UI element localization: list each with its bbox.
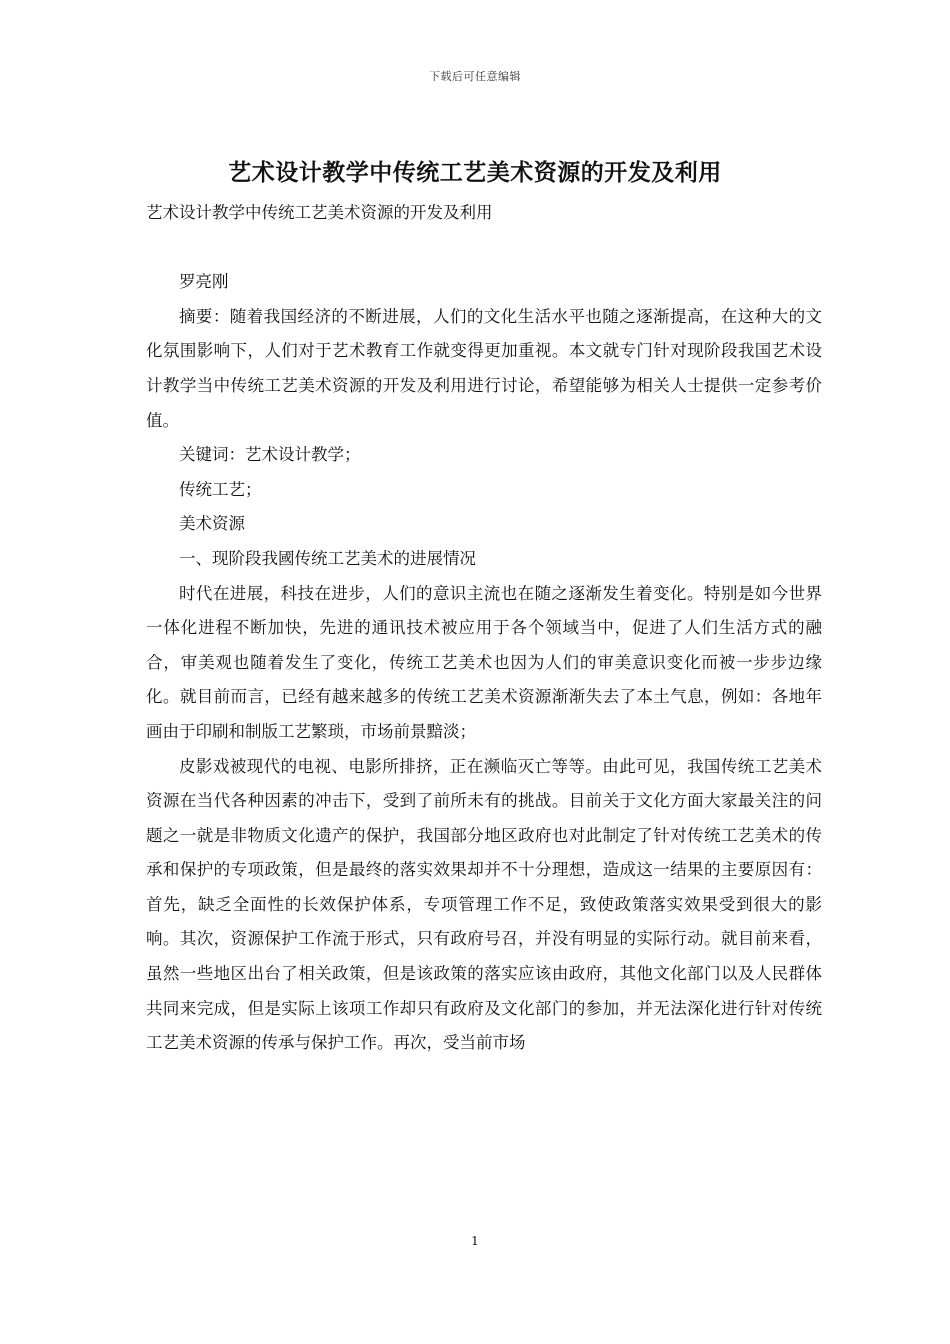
body-paragraph: 时代在进展，科技在进步，人们的意识主流也在随之逐渐发生着变化。特别是如今世界一体化进程不断加快，先进的通讯技术被应用于各个领域当中，促进了人们生活方式的融合，审美观也随着发生了变化，传统工艺美术也因为人们的审美意识变化而被一步步边缘化。就目前而言，已经有越来越多的传统工艺美术资源渐渐失去了本土气息，例如：各地年画由于印刷和制版工艺繁琐，市场前景黯淡；: [146, 583, 822, 741]
header-note: 下载后可任意编辑: [429, 70, 521, 83]
body-paragraph: 皮影戏被现代的电视、电影所排挤，正在濒临灭亡等等。由此可见，我国传统工艺美术资源在当代各种因素的冲击下，受到了前所未有的挑战。目前关于文化方面大家最关注的问题之一就是非物质文化遗产的保护，我国部分地区政府也对此制定了针对传统工艺美术的传承和保护的专项政策，但是最终的落实效果却并不十分理想，造成这一结果的主要原因有：首先，缺乏全面性的长效保护体系，专项管理工作不足，致使政策落实效果受到很大的影响。其次，资源保护工作流于形式，只有政府号召，并没有明显的实际行动。就目前来看，虽然一些地区出台了相关政策，但是该政策的落实应该由政府，其他文化部门以及人民群体共同来完成，但是实际上该项工作却只有政府及文化部门的参加，并无法深化进行针对传统工艺美术资源的传承与保护工作。再次，受当前市场: [146, 756, 822, 1053]
subtitle: 艺术设计教学中传统工艺美术资源的开发及利用: [146, 203, 493, 222]
author: 罗亮刚: [179, 272, 229, 292]
abstract-paragraph: 摘要：随着我国经济的不断进展，人们的文化生活水平也随之逐渐提高，在这种大的文化氛围影响下，人们对于艺术教育工作就变得更加重视。本文就专门针对现阶段我国艺术设计教学当中传统工艺美术资源的开发及利用进行讨论，希望能够为相关人士提供一定参考价值。: [146, 306, 822, 430]
document-title: 艺术设计教学中传统工艺美术资源的开发及利用: [228, 159, 722, 186]
keywords-line: 传统工艺；: [179, 479, 262, 499]
document-body: [146, 196, 822, 1061]
page-number: 1: [471, 1234, 479, 1248]
keywords-line: 关键词：艺术设计教学；: [179, 445, 361, 465]
keywords-line: 美术资源: [179, 514, 245, 534]
section-heading: 一、现阶段我國传统工艺美术的进展情况: [179, 548, 476, 568]
blank-line: [146, 231, 822, 266]
